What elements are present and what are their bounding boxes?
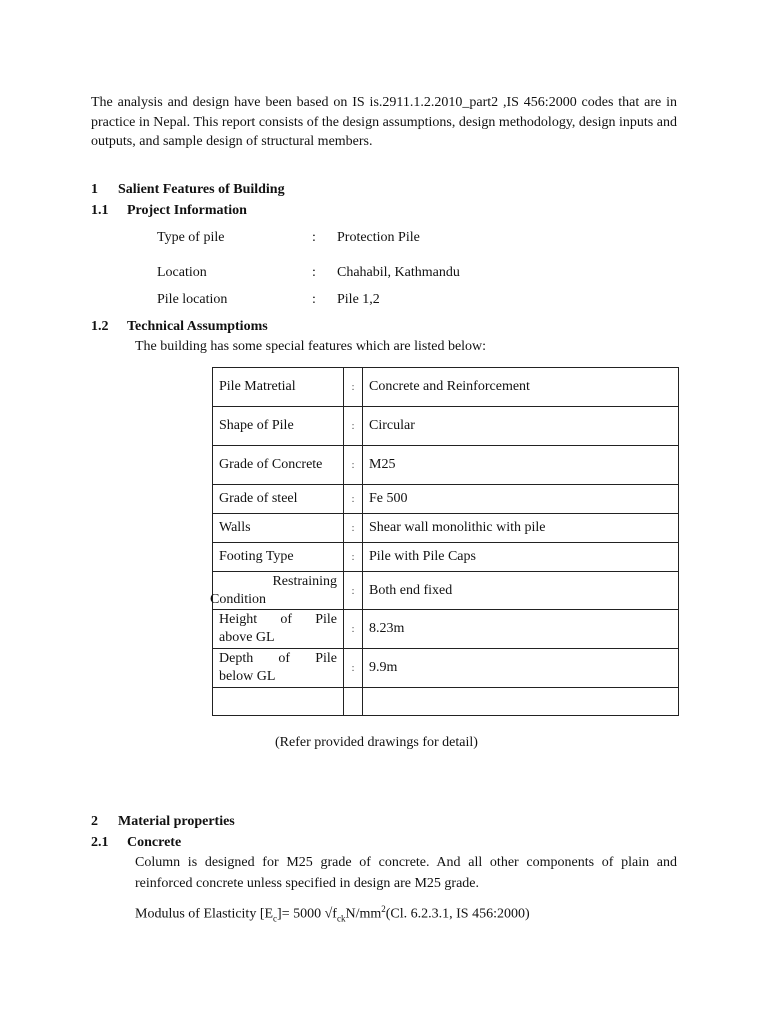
section-1-2-heading: [91, 319, 268, 335]
spec-label: Shape of Pile: [213, 407, 344, 446]
section-number: 1.1: [91, 203, 109, 218]
spec-label-line: Height of Pile: [219, 612, 337, 627]
table-row: [213, 688, 679, 716]
spec-colon: :: [344, 514, 363, 543]
spec-label: Grade of steel: [213, 485, 344, 514]
spec-label-line: Condition: [210, 591, 267, 607]
spec-value: 8.23m: [363, 610, 679, 649]
modulus-sub-ck: ck: [336, 913, 346, 924]
table-row: [213, 543, 679, 572]
spec-colon: :: [344, 368, 363, 407]
table-row: [213, 572, 679, 610]
info-colon: :: [312, 230, 316, 245]
spec-label-line: above GL: [219, 630, 275, 645]
spec-colon: :: [344, 610, 363, 649]
modulus-formula: [135, 904, 530, 923]
spec-colon: :: [344, 407, 363, 446]
spec-label: Grade of Concrete: [213, 446, 344, 485]
section-number: 2: [91, 814, 98, 829]
section-title: Salient Features of Building: [118, 182, 285, 197]
spec-colon: :: [344, 446, 363, 485]
intro-paragraph: The analysis and design have been based on IS is.2911.1.2.2010_part2 ,IS 456:2000 codes that are in practice in Nepal. This report consists of the design assumptions, design methodology, design inputs and outputs, and sample design of structural members.: [91, 95, 677, 149]
table-row: [213, 610, 679, 649]
spec-value: M25: [363, 446, 679, 485]
spec-colon: :: [344, 543, 363, 572]
spec-label: [210, 572, 344, 610]
modulus-sub-c: c: [273, 913, 278, 924]
info-colon: :: [312, 292, 316, 307]
info-value: Pile 1,2: [337, 292, 380, 307]
info-value: Chahabil, Kathmandu: [337, 265, 460, 280]
info-label: Type of pile: [157, 230, 225, 245]
spec-value: Fe 500: [363, 485, 679, 514]
info-colon: :: [312, 265, 316, 280]
spec-value: [363, 688, 679, 716]
table-row: [213, 485, 679, 514]
spec-value: Circular: [363, 407, 679, 446]
concrete-paragraph: Column is designed for M25 grade of concrete. And all other components of plain and reinforced concrete unless specified in design are M25 grade.: [135, 855, 677, 891]
section-number: 2.1: [91, 835, 109, 850]
spec-label-line: below GL: [219, 669, 276, 684]
spec-label: Pile Matretial: [213, 368, 344, 407]
spec-value: Pile with Pile Caps: [363, 543, 679, 572]
section-title: Project Information: [127, 203, 247, 218]
spec-value: 9.9m: [363, 649, 679, 688]
section-title: Concrete: [127, 835, 182, 850]
section-number: 1.2: [91, 319, 109, 334]
section-1-heading: [91, 182, 285, 198]
spec-label-line: Restraining: [272, 573, 337, 589]
info-label: Pile location: [157, 292, 228, 307]
spec-table: [212, 367, 679, 716]
modulus-prefix: Modulus of Elasticity [E: [135, 906, 274, 922]
section-2-heading: [91, 814, 235, 830]
table-row: [213, 649, 679, 688]
table-row: [213, 368, 679, 407]
modulus-unit: N/mm: [345, 906, 382, 922]
spec-colon: :: [344, 572, 363, 610]
info-label: Location: [157, 265, 207, 280]
section-number: 1: [91, 182, 98, 197]
modulus-mid: ]= 5000 √f: [277, 906, 337, 922]
table-row: [213, 407, 679, 446]
spec-label: [213, 649, 344, 688]
table-row: [213, 514, 679, 543]
refer-note: (Refer provided drawings for detail): [275, 735, 478, 750]
tech-intro: The building has some special features which are listed below:: [135, 339, 487, 354]
section-1-1-heading: [91, 203, 247, 219]
spec-colon: :: [344, 649, 363, 688]
section-title: Technical Assumptioms: [127, 319, 268, 334]
section-2-1-heading: [91, 835, 181, 851]
spec-value: Concrete and Reinforcement: [363, 368, 679, 407]
spec-value: Both end fixed: [363, 572, 679, 610]
table-row: [213, 446, 679, 485]
spec-label-line: Depth of Pile: [219, 651, 337, 666]
spec-label: [213, 610, 344, 649]
spec-colon: :: [344, 485, 363, 514]
section-title: Material properties: [118, 814, 235, 829]
modulus-sup: 2: [381, 904, 386, 914]
modulus-ref: (Cl. 6.2.3.1, IS 456:2000): [385, 906, 530, 922]
spec-label: Walls: [213, 514, 344, 543]
spec-colon: [344, 688, 363, 716]
info-value: Protection Pile: [337, 230, 420, 245]
spec-label: [213, 688, 344, 716]
spec-label: Footing Type: [213, 543, 344, 572]
spec-value: Shear wall monolithic with pile: [363, 514, 679, 543]
